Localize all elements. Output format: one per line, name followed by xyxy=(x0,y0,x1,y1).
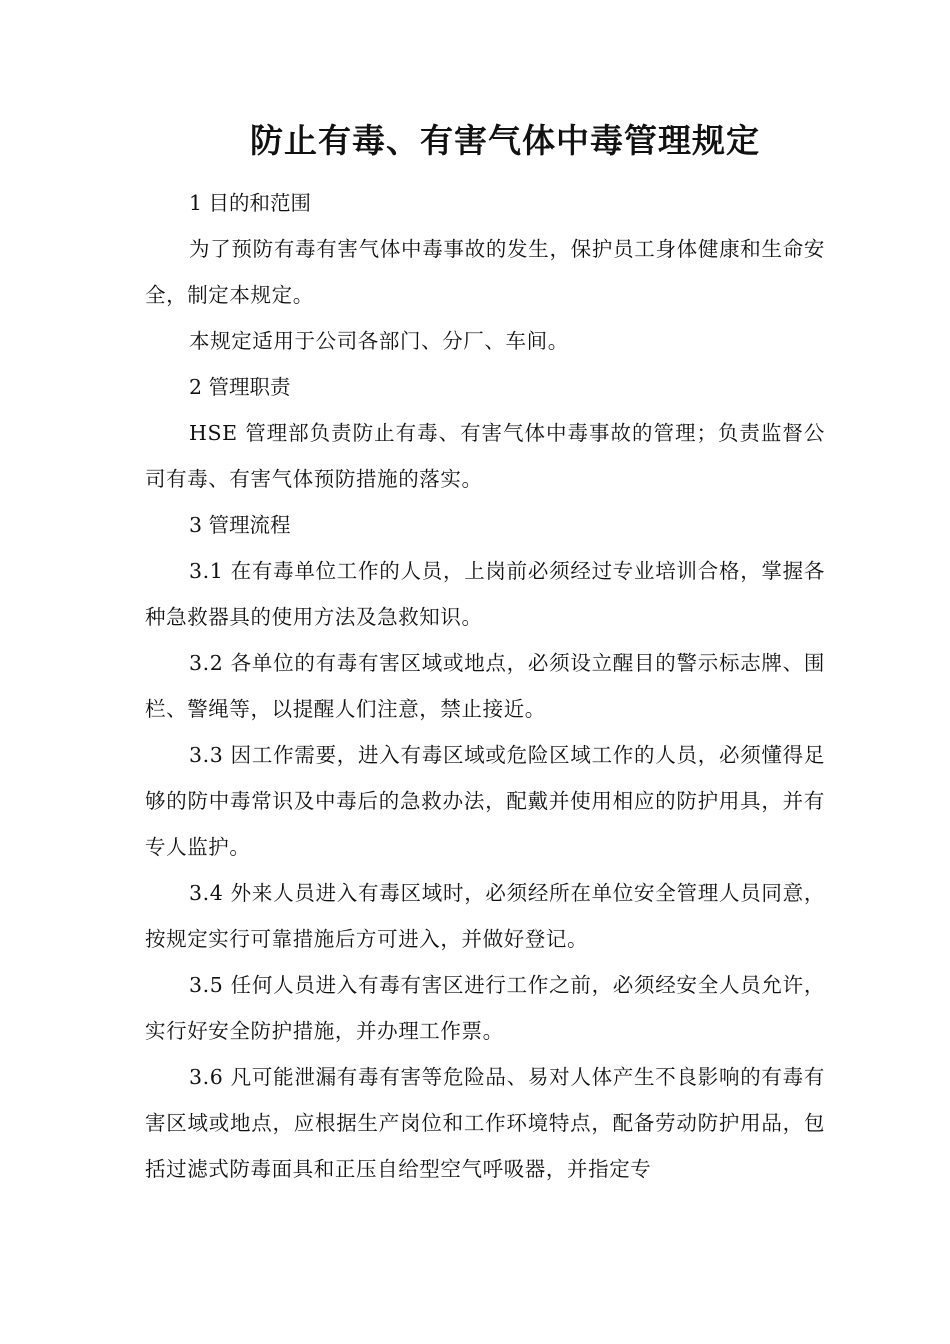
paragraph-3-3: 3.3 因工作需要，进入有毒区域或危险区域工作的人员，必须懂得足够的防中毒常识及中毒后的急救办法，配戴并使用相应的防护用具，并有专人监护。 xyxy=(145,743,825,859)
paragraph-3-4: 3.4 外来人员进入有毒区域时，必须经所在单位安全管理人员同意，按规定实行可靠措施后方可进入，并做好登记。 xyxy=(145,881,825,951)
paragraph-3-6: 3.6 凡可能泄漏有毒有害等危险品、易对人体产生不良影响的有毒有害区域或地点，应根据生产岗位和工作环境特点，配备劳动防护用品，包括过滤式防毒面具和正压自给型空气呼吸器，并指定专 xyxy=(145,1065,825,1181)
paragraph-3-2: 3.2 各单位的有毒有害区域或地点，必须设立醒目的警示标志牌、围栏、警绳等，以提醒人们注意，禁止接近。 xyxy=(145,651,825,721)
document-body xyxy=(145,180,825,1192)
paragraph-1-1: 为了预防有毒有害气体中毒事故的发生，保护员工身体健康和生命安全，制定本规定。 xyxy=(145,237,825,307)
paragraph-2-1: HSE 管理部负责防止有毒、有害气体中毒事故的管理；负责监督公司有毒、有害气体预防措施的落实。 xyxy=(145,421,825,491)
paragraph-3-1: 3.1 在有毒单位工作的人员，上岗前必须经过专业培训合格，掌握各种急救器具的使用方法及急救知识。 xyxy=(145,559,825,629)
document-title: 防止有毒、有害气体中毒管理规定 xyxy=(250,121,760,160)
section-heading-1: 1 目的和范围 xyxy=(189,191,312,215)
section-heading-2: 2 管理职责 xyxy=(189,375,291,399)
paragraph-1-2: 本规定适用于公司各部门、分厂、车间。 xyxy=(189,329,569,353)
section-heading-3: 3 管理流程 xyxy=(189,513,291,537)
paragraph-3-5: 3.5 任何人员进入有毒有害区进行工作之前，必须经安全人员允许，实行好安全防护措施，并办理工作票。 xyxy=(145,973,825,1043)
